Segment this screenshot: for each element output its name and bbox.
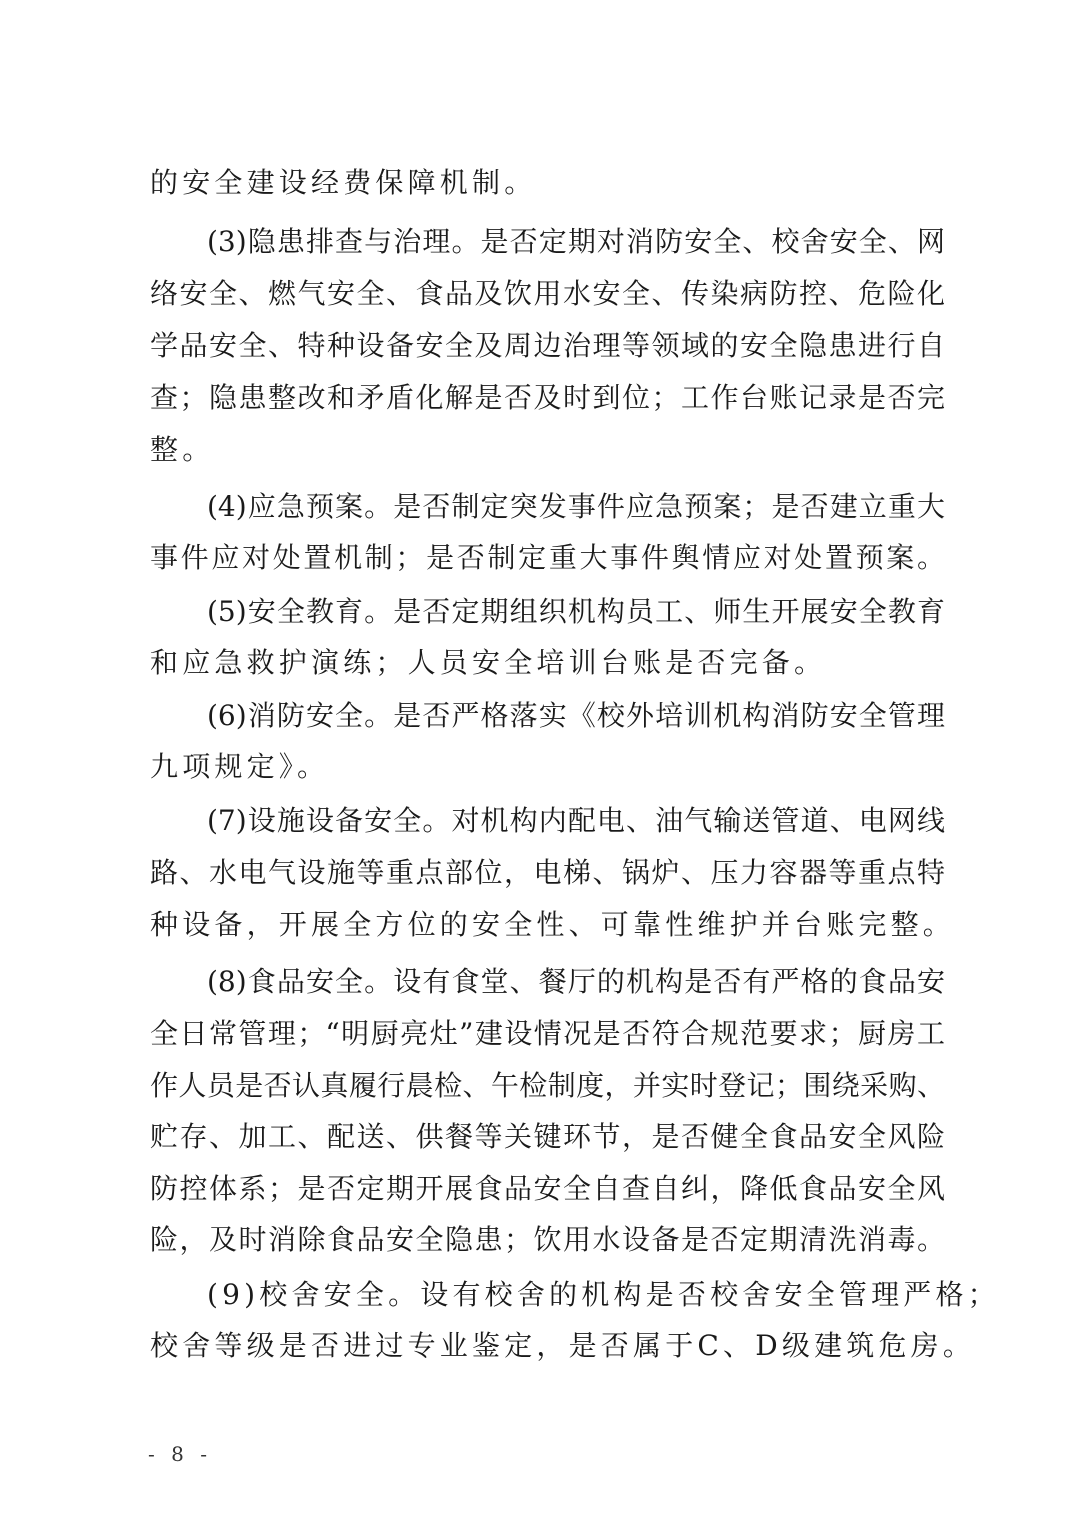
- text-line: 贮存、加工、配送、供餐等关键环节，是否健全食品安全风险: [150, 1120, 945, 1153]
- text-line: (8)食品安全。设有食堂、餐厅的机构是否有严格的食品安: [207, 965, 945, 998]
- text-line: (7)设施设备安全。对机构内配电、油气输送管道、电网线: [207, 804, 945, 837]
- text-line: 全日常管理；“明厨亮灶”建设情况是否符合规范要求；厨房工: [150, 1017, 945, 1050]
- text-line: 种设备，开展全方位的安全性、可靠性维护并台账完整。: [150, 908, 956, 941]
- text-line: 和应急救护演练；人员安全培训台账是否完备。: [150, 646, 827, 679]
- text-line: 的安全建设经费保障机制。: [150, 166, 537, 199]
- text-line: (4)应急预案。是否制定突发事件应急预案；是否建立重大: [207, 490, 945, 523]
- text-line: (9)校舍安全。设有校舍的机构是否校舍安全管理严格；: [207, 1278, 1000, 1311]
- text-line: 整。: [150, 433, 215, 466]
- text-line: 校舍等级是否进过专业鉴定，是否属于C、D级建筑危房。: [150, 1329, 976, 1362]
- text-line: (3)隐患排查与治理。是否定期对消防安全、校舍安全、网: [207, 225, 945, 258]
- text-line: (5)安全教育。是否定期组织机构员工、师生开展安全教育: [207, 595, 945, 628]
- text-line: 作人员是否认真履行晨检、午检制度，并实时登记；围绕采购、: [150, 1069, 945, 1102]
- text-line: 九项规定》。: [150, 750, 330, 783]
- text-line: 防控体系；是否定期开展食品安全自查自纠，降低食品安全风: [150, 1172, 945, 1205]
- text-line: 查；隐患整改和矛盾化解是否及时到位；工作台账记录是否完: [150, 381, 945, 414]
- text-line: 络安全、燃气安全、食品及饮用水安全、传染病防控、危险化: [150, 277, 945, 310]
- text-line: (6)消防安全。是否严格落实《校外培训机构消防安全管理: [207, 699, 945, 732]
- text-line: 路、水电气设施等重点部位，电梯、锅炉、压力容器等重点特: [150, 856, 945, 889]
- text-line: 险，及时消除食品安全隐患；饮用水设备是否定期清洗消毒。: [150, 1223, 945, 1256]
- text-line: 事件应对处置机制；是否制定重大事件舆情应对处置预案。: [150, 541, 945, 574]
- text-line: 学品安全、特种设备安全及周边治理等领域的安全隐患进行自: [150, 329, 945, 362]
- page-number: - 8 -: [148, 1442, 212, 1466]
